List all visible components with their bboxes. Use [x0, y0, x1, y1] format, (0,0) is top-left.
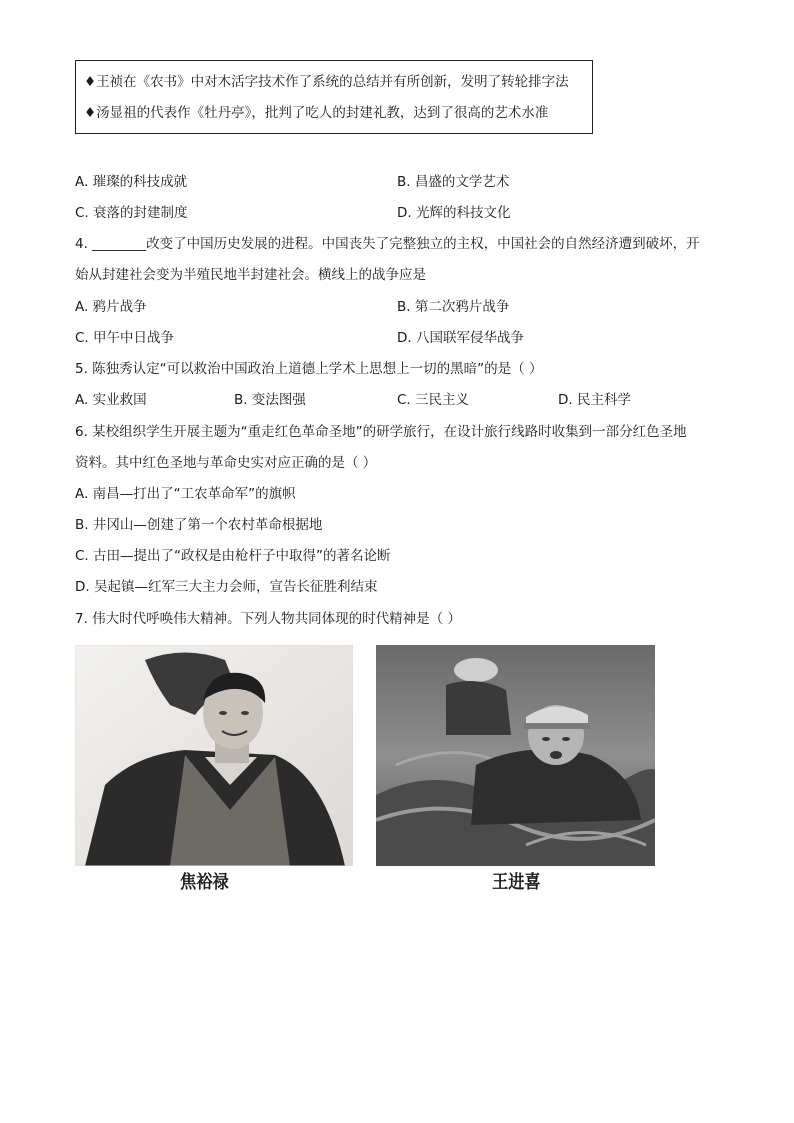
q4-stem-line-1: 4. ________改变了中国历史发展的进程。中国丧失了完整独立的主权，中国社会的自然经济遭到破坏，开 — [75, 236, 700, 252]
q6-option-a: A. 南昌—打出了“工农革命军”的旗帜 — [75, 486, 296, 502]
portrait-photo-left — [75, 645, 353, 866]
caption-right: 王进喜 — [492, 872, 541, 893]
q6-option-c: C. 古田—提出了“政权是由枪杆子中取得”的著名论断 — [75, 548, 391, 564]
mud-worker-photo-right — [376, 645, 655, 866]
q6-option-d: D. 吴起镇—红军三大主力会师，宣告长征胜利结束 — [75, 579, 378, 595]
context-line-2: ♦汤显祖的代表作《牡丹亭》，批判了吃人的封建礼教，达到了很高的艺术水准 — [84, 105, 549, 121]
q5-option-c: C. 三民主义 — [397, 392, 470, 408]
q4-option-d: D. 八国联军侵华战争 — [397, 330, 524, 346]
q3-option-d: D. 光辉的科技文化 — [397, 205, 511, 221]
q5-option-b: B. 变法图强 — [234, 392, 306, 408]
q3-option-a: A. 璀璨的科技成就 — [75, 174, 188, 190]
q3-option-c: C. 衰落的封建制度 — [75, 205, 188, 221]
context-box — [75, 60, 593, 134]
q4-stem-line-2: 始从封建社会变为半殖民地半封建社会。横线上的战争应是 — [75, 267, 426, 283]
q5-option-a: A. 实业救国 — [75, 392, 147, 408]
q6-stem-line-1: 6. 某校组织学生开展主题为“重走红色革命圣地”的研学旅行，在设计旅行线路时收集到一部分红色圣地 — [75, 424, 687, 440]
q4-option-b: B. 第二次鸦片战争 — [397, 299, 510, 315]
q6-stem-line-2: 资料。其中红色圣地与革命史实对应正确的是（ ） — [75, 455, 377, 471]
q6-option-b: B. 井冈山—创建了第一个农村革命根据地 — [75, 517, 323, 533]
q5-stem: 5. 陈独秀认定“可以救治中国政治上道德上学术上思想上一切的黑暗”的是（ ） — [75, 361, 543, 377]
q5-option-d: D. 民主科学 — [558, 392, 631, 408]
q4-option-a: A. 鸦片战争 — [75, 299, 147, 315]
q7-stem: 7. 伟大时代呼唤伟大精神。下列人物共同体现的时代精神是（ ） — [75, 611, 461, 627]
q3-option-b: B. 昌盛的文学艺术 — [397, 174, 510, 190]
context-line-1: ♦王祯在《农书》中对木活字技术作了系统的总结并有所创新，发明了转轮排字法 — [84, 74, 569, 90]
caption-left: 焦裕禄 — [180, 872, 229, 893]
q4-option-c: C. 甲午中日战争 — [75, 330, 175, 346]
